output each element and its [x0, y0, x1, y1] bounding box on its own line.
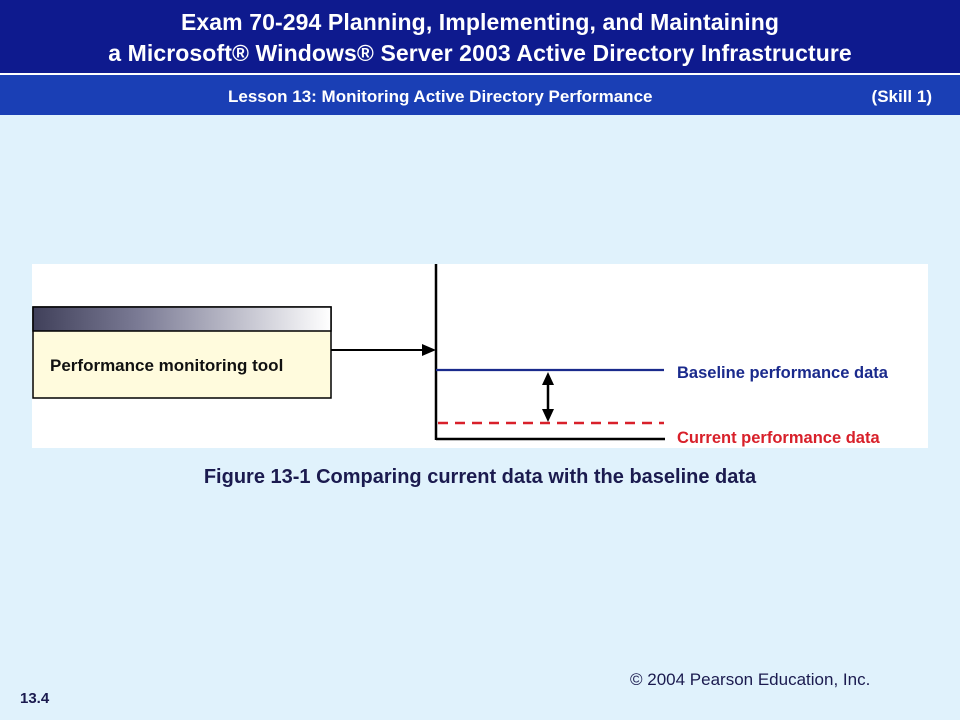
current-label: Current performance data — [677, 429, 880, 447]
figure-caption: Figure 13-1 Comparing current data with the baseline data — [203, 466, 757, 488]
tool-box-titlebar — [33, 307, 331, 331]
lesson-title: Lesson 13: Monitoring Active Directory Performance — [228, 87, 653, 106]
gap-arrowhead-bottom — [542, 409, 554, 422]
figure-diagram — [32, 264, 928, 448]
copyright-notice: © 2004 Pearson Education, Inc. — [630, 670, 871, 689]
title-line-1: Exam 70-294 Planning, Implementing, and Maintaining — [180, 9, 780, 35]
gap-arrowhead-top — [542, 372, 554, 385]
page-number: 13.4 — [20, 690, 50, 707]
baseline-label: Baseline performance data — [677, 364, 888, 382]
figure-13-1 — [32, 264, 928, 448]
connector-arrowhead — [422, 344, 436, 356]
skill-label: (Skill 1) — [871, 87, 932, 106]
tool-label: Performance monitoring tool — [50, 356, 284, 375]
title-line-2: a Microsoft® Windows® Server 2003 Active Directory Infrastructure — [108, 40, 852, 66]
